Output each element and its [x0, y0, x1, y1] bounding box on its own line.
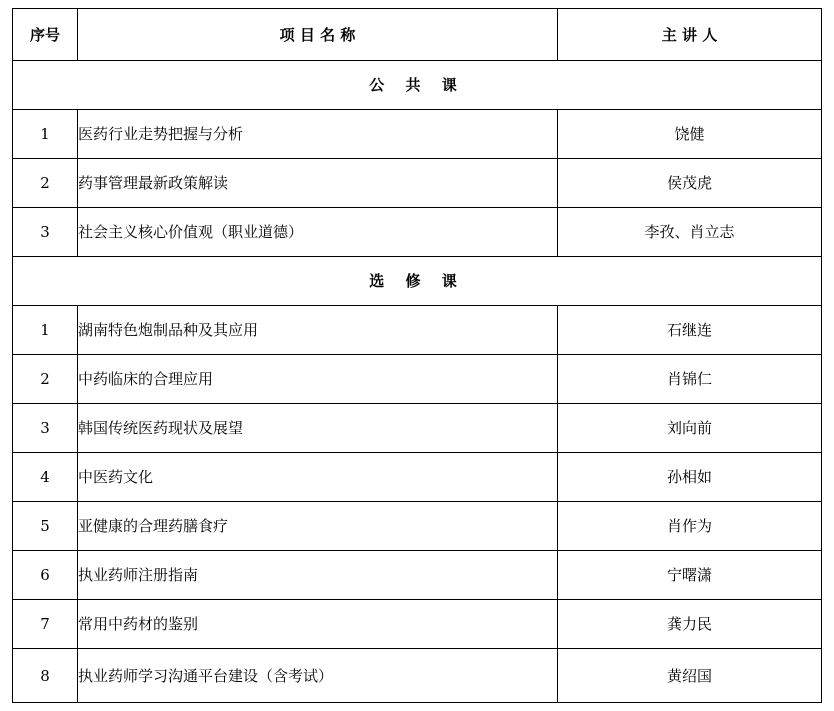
row-lecturer: 饶健	[558, 110, 822, 159]
table-row	[13, 649, 822, 703]
row-lecturer: 肖作为	[558, 502, 822, 551]
row-course-name: 社会主义核心价值观（职业道德）	[78, 208, 558, 257]
header-row	[13, 9, 822, 61]
header-project-name: 项 目 名 称	[78, 9, 558, 61]
row-lecturer: 黄绍国	[558, 649, 822, 703]
table-row	[13, 306, 822, 355]
row-course-name: 中医药文化	[78, 453, 558, 502]
row-lecturer: 石继连	[558, 306, 822, 355]
row-lecturer: 龚力民	[558, 600, 822, 649]
row-number: 1	[13, 306, 78, 355]
table-row	[13, 600, 822, 649]
row-course-name: 中药临床的合理应用	[78, 355, 558, 404]
row-lecturer: 孙相如	[558, 453, 822, 502]
row-lecturer: 宁曙潇	[558, 551, 822, 600]
row-number: 4	[13, 453, 78, 502]
row-course-name: 药事管理最新政策解读	[78, 159, 558, 208]
table-row	[13, 208, 822, 257]
table-row	[13, 159, 822, 208]
row-number: 3	[13, 404, 78, 453]
row-number: 7	[13, 600, 78, 649]
section-row-public	[13, 61, 822, 110]
row-course-name: 执业药师注册指南	[78, 551, 558, 600]
row-course-name: 亚健康的合理药膳食疗	[78, 502, 558, 551]
row-number: 3	[13, 208, 78, 257]
table-row	[13, 110, 822, 159]
row-course-name: 常用中药材的鉴别	[78, 600, 558, 649]
row-number: 2	[13, 159, 78, 208]
section-row-elective	[13, 257, 822, 306]
row-lecturer: 肖锦仁	[558, 355, 822, 404]
table-row	[13, 502, 822, 551]
table-row	[13, 355, 822, 404]
table-row	[13, 404, 822, 453]
row-number: 6	[13, 551, 78, 600]
row-course-name: 医药行业走势把握与分析	[78, 110, 558, 159]
row-course-name: 湖南特色炮制品种及其应用	[78, 306, 558, 355]
row-number: 2	[13, 355, 78, 404]
row-course-name: 执业药师学习沟通平台建设（含考试）	[78, 649, 558, 703]
course-table	[12, 8, 822, 703]
row-lecturer: 李孜、肖立志	[558, 208, 822, 257]
row-lecturer: 刘向前	[558, 404, 822, 453]
header-lecturer: 主 讲 人	[558, 9, 822, 61]
row-number: 1	[13, 110, 78, 159]
header-number: 序号	[13, 9, 78, 61]
row-number: 5	[13, 502, 78, 551]
row-number: 8	[13, 649, 78, 703]
section-title-public: 公 共 课	[13, 61, 822, 110]
table-row	[13, 551, 822, 600]
row-lecturer: 侯茂虎	[558, 159, 822, 208]
section-title-elective: 选 修 课	[13, 257, 822, 306]
row-course-name: 韩国传统医药现状及展望	[78, 404, 558, 453]
table-row	[13, 453, 822, 502]
